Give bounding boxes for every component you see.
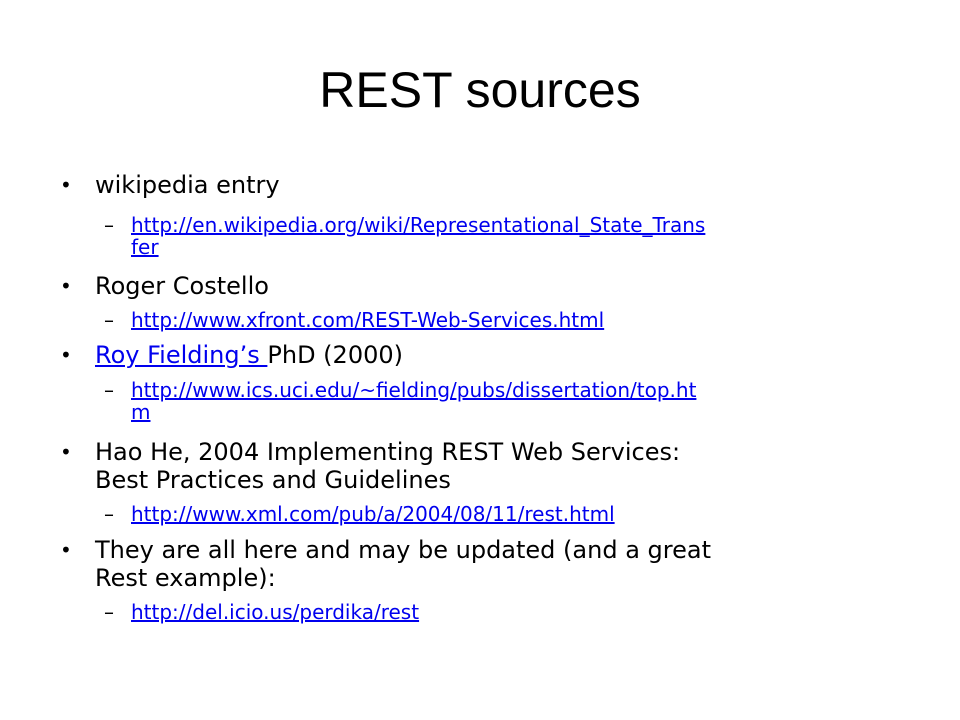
slide-title: REST sources [319,62,641,118]
xfront-link[interactable]: http://www.xfront.com/REST-Web-Services.html [131,308,605,332]
dissertation-link[interactable]: http://www.ics.uci.edu/~fielding/pubs/dissertation/top.ht [131,378,697,402]
bullet-marker: • [60,173,72,197]
bullet-label [95,340,895,370]
sub-bullet-marker: – [104,378,114,402]
bullet-marker: • [60,538,72,562]
wikipedia-link[interactable]: http://en.wikipedia.org/wiki/Representational_State_Trans [131,213,706,237]
sub-bullet-marker: – [104,213,114,237]
bullet-label-line-2: Rest example): [95,564,276,592]
bullet-label-line-1: Hao He, 2004 Implementing REST Web Services: [95,438,681,466]
bullet-label: Roger Costello [95,272,269,300]
sub-bullet-marker: – [104,308,114,332]
dissertation-link-cont[interactable]: m [131,400,151,424]
sub-bullet-marker: – [104,600,114,624]
roy-fielding-rest: PhD (2000) [267,341,403,369]
bullet-marker: • [60,274,72,298]
bullet-marker: • [60,440,72,464]
roy-fielding-link[interactable]: Roy Fielding’s [95,341,268,369]
bullet-label-line-1: They are all here and may be updated (and a great [95,536,711,564]
bullet-label-line-2: Best Practices and Guidelines [95,466,451,494]
xml-com-link[interactable]: http://www.xml.com/pub/a/2004/08/11/rest.html [131,502,615,526]
wikipedia-link-cont[interactable]: fer [131,235,159,259]
sub-bullet-marker: – [104,502,114,526]
bullet-marker: • [60,343,72,367]
delicious-link[interactable]: http://del.icio.us/perdika/rest [131,600,420,624]
bullet-label: wikipedia entry [95,171,280,199]
